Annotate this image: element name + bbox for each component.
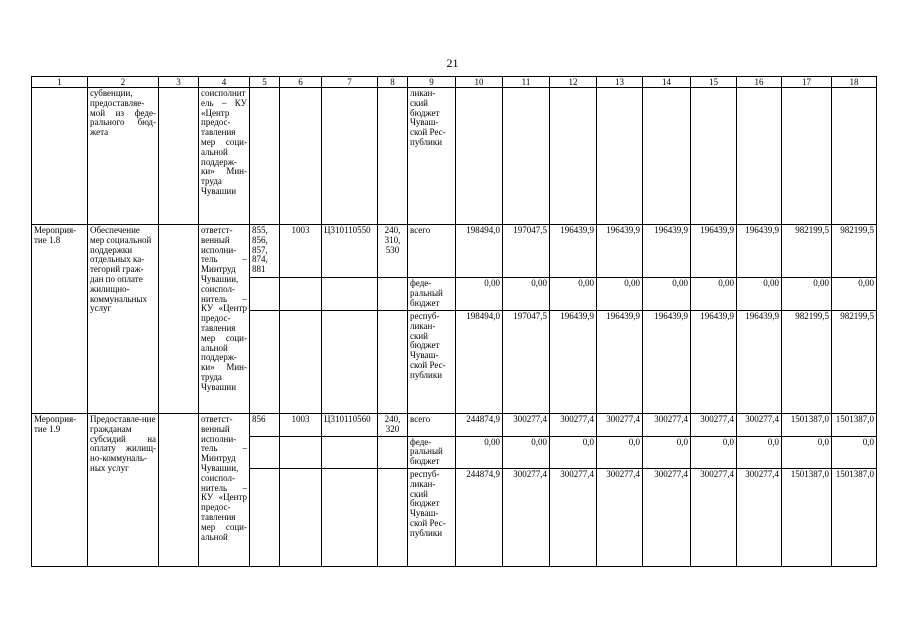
- budget-table: [31, 76, 877, 567]
- amount-cell: 0,0: [691, 436, 737, 468]
- cell-empty: [322, 88, 378, 225]
- cell-empty: [322, 311, 378, 414]
- amount-cell: 1501387,0: [782, 414, 832, 437]
- cell-empty: [159, 414, 199, 567]
- cell-empty: [322, 278, 378, 311]
- table-row: [32, 225, 877, 278]
- cell-empty: [250, 88, 280, 225]
- col-header: 18: [832, 77, 877, 88]
- event-label: Мероприя-тие 1.8: [32, 225, 88, 414]
- amount-cell: 244874,9: [456, 414, 503, 437]
- amount-cell: 0,0: [782, 436, 832, 468]
- amount-cell: 196439,9: [691, 225, 737, 278]
- cell-empty: [503, 88, 550, 225]
- col-header: 2: [88, 77, 159, 88]
- funding-source: всего: [408, 414, 456, 437]
- funding-source: всего: [408, 225, 456, 278]
- amount-cell: 0,00: [503, 278, 550, 311]
- amount-cell: 0,00: [456, 278, 503, 311]
- amount-cell: 196439,9: [737, 311, 782, 414]
- amount-cell: 0,00: [643, 278, 691, 311]
- grbs-code: 856: [250, 414, 280, 437]
- amount-cell: 300277,4: [737, 414, 782, 437]
- funding-source: респуб-ликан-ский бюджет Чуваш-ской Рес-публики: [408, 468, 456, 566]
- col-header: 8: [378, 77, 408, 88]
- col-header: 7: [322, 77, 378, 88]
- cell-empty: [159, 225, 199, 414]
- amount-cell: 0,00: [691, 278, 737, 311]
- amount-cell: 0,00: [832, 278, 877, 311]
- cell-empty: [32, 88, 88, 225]
- csr-code: Ц310110560: [322, 414, 378, 437]
- amount-cell: 300277,4: [550, 414, 597, 437]
- cell-empty: [280, 88, 322, 225]
- amount-cell: 0,0: [643, 436, 691, 468]
- amount-cell: 198494,0: [456, 311, 503, 414]
- col-header: 3: [159, 77, 199, 88]
- executor-text: ответст-венный исполни-тель – Минтруд Чувашии, соиспол-нитель – КУ «Центр предос-тавления мер соци-альной поддерж-ки» Мин-труда Чувашии: [199, 225, 250, 414]
- col-header: 17: [782, 77, 832, 88]
- event-name: Предоставле-ние гражданам субсидий на оплату жилищ-но-коммуналь-ных услуг: [88, 414, 159, 567]
- funding-source: респуб-ликан-ский бюджет Чуваш-ской Рес-публики: [408, 311, 456, 414]
- rzpr-code: 1003: [280, 225, 322, 278]
- rzpr-code: 1003: [280, 414, 322, 437]
- table-row-continuation: [32, 88, 877, 225]
- amount-cell: 300277,4: [643, 414, 691, 437]
- amount-cell: 300277,4: [691, 468, 737, 566]
- amount-cell: 300277,4: [597, 468, 643, 566]
- col-header: 12: [550, 77, 597, 88]
- amount-cell: 196439,9: [550, 311, 597, 414]
- amount-cell: 0,00: [597, 278, 643, 311]
- amount-cell: 196439,9: [597, 225, 643, 278]
- cell-empty: [250, 311, 280, 414]
- amount-cell: 196439,9: [691, 311, 737, 414]
- funding-source: феде-ральный бюджет: [408, 436, 456, 468]
- cell-empty: [378, 278, 408, 311]
- amount-cell: 196439,9: [550, 225, 597, 278]
- cell-empty: [378, 311, 408, 414]
- col-header: 6: [280, 77, 322, 88]
- funding-source: феде-ральный бюджет: [408, 278, 456, 311]
- table-header: [32, 77, 877, 88]
- amount-cell: 196439,9: [643, 311, 691, 414]
- cell-empty: [280, 436, 322, 468]
- col-header: 15: [691, 77, 737, 88]
- amount-cell: 0,00: [737, 278, 782, 311]
- cell-empty: [322, 436, 378, 468]
- amount-cell: 196439,9: [737, 225, 782, 278]
- amount-cell: 244874,9: [456, 468, 503, 566]
- col-header: 1: [32, 77, 88, 88]
- amount-cell: 982199,5: [832, 225, 877, 278]
- cell-empty: [250, 436, 280, 468]
- cell-empty: [691, 88, 737, 225]
- amount-cell: 982199,5: [782, 225, 832, 278]
- grbs-code: 855, 856, 857, 874, 881: [250, 225, 280, 278]
- executor-text: соисполнитель – КУ «Центр предос-тавления мер соци-альной поддерж-ки» Мин-труда Чувашии: [199, 88, 250, 225]
- amount-cell: 197047,5: [503, 225, 550, 278]
- cell-empty: [378, 436, 408, 468]
- cell-empty: [550, 88, 597, 225]
- cell-empty: [597, 88, 643, 225]
- amount-cell: 982199,5: [782, 311, 832, 414]
- amount-cell: 0,00: [456, 436, 503, 468]
- amount-cell: 1501387,0: [832, 468, 877, 566]
- cell-empty: [250, 468, 280, 566]
- cell-empty: [280, 311, 322, 414]
- amount-cell: 1501387,0: [832, 414, 877, 437]
- amount-cell: 300277,4: [550, 468, 597, 566]
- cell-empty: [250, 278, 280, 311]
- amount-cell: 300277,4: [503, 468, 550, 566]
- cell-empty: [782, 88, 832, 225]
- vr-code: 240, 310, 530: [378, 225, 408, 278]
- amount-cell: 1501387,0: [782, 468, 832, 566]
- cell-empty: [643, 88, 691, 225]
- table-row: [32, 414, 877, 437]
- amount-cell: 198494,0: [456, 225, 503, 278]
- amount-cell: 300277,4: [597, 414, 643, 437]
- page-number: 21: [446, 56, 459, 70]
- funding-source: ликан-ский бюджет Чуваш-ской Рес-публики: [408, 88, 456, 225]
- amount-cell: 0,0: [550, 436, 597, 468]
- amount-cell: 300277,4: [691, 414, 737, 437]
- amount-cell: 300277,4: [503, 414, 550, 437]
- amount-cell: 0,0: [737, 436, 782, 468]
- executor-text: ответст-венный исполни-тель – Минтруд Чувашии, соиспол-нитель – КУ «Центр предос-тавления мер соци-альной: [199, 414, 250, 567]
- col-header: 11: [503, 77, 550, 88]
- vr-code: 240, 320: [378, 414, 408, 437]
- csr-code: Ц310110550: [322, 225, 378, 278]
- amount-cell: 300277,4: [737, 468, 782, 566]
- amount-cell: 0,0: [597, 436, 643, 468]
- cell-empty: [378, 88, 408, 225]
- amount-cell: 982199,5: [832, 311, 877, 414]
- col-header: 10: [456, 77, 503, 88]
- amount-cell: 300277,4: [643, 468, 691, 566]
- amount-cell: 196439,9: [597, 311, 643, 414]
- col-header: 13: [597, 77, 643, 88]
- amount-cell: 0,00: [550, 278, 597, 311]
- cell-empty: [322, 468, 378, 566]
- subsidy-description: субвенции, предоставляе-мой из феде-рального бюд-жета: [88, 88, 159, 225]
- event-name: Обеспечение мер социальной поддержки отдельных ка-тегорий граж-дан по оплате жилищно-коммунальных услуг: [88, 225, 159, 414]
- amount-cell: 0,00: [782, 278, 832, 311]
- col-header: 16: [737, 77, 782, 88]
- amount-cell: 197047,5: [503, 311, 550, 414]
- col-header: 4: [199, 77, 250, 88]
- amount-cell: 0,0: [832, 436, 877, 468]
- amount-cell: 196439,9: [643, 225, 691, 278]
- event-label: Мероприя-тие 1.9: [32, 414, 88, 567]
- cell-empty: [159, 88, 199, 225]
- cell-empty: [832, 88, 877, 225]
- cell-empty: [280, 468, 322, 566]
- col-header: 9: [408, 77, 456, 88]
- cell-empty: [737, 88, 782, 225]
- col-header: 14: [643, 77, 691, 88]
- cell-empty: [280, 278, 322, 311]
- cell-empty: [456, 88, 503, 225]
- col-header: 5: [250, 77, 280, 88]
- cell-empty: [378, 468, 408, 566]
- amount-cell: 0,00: [503, 436, 550, 468]
